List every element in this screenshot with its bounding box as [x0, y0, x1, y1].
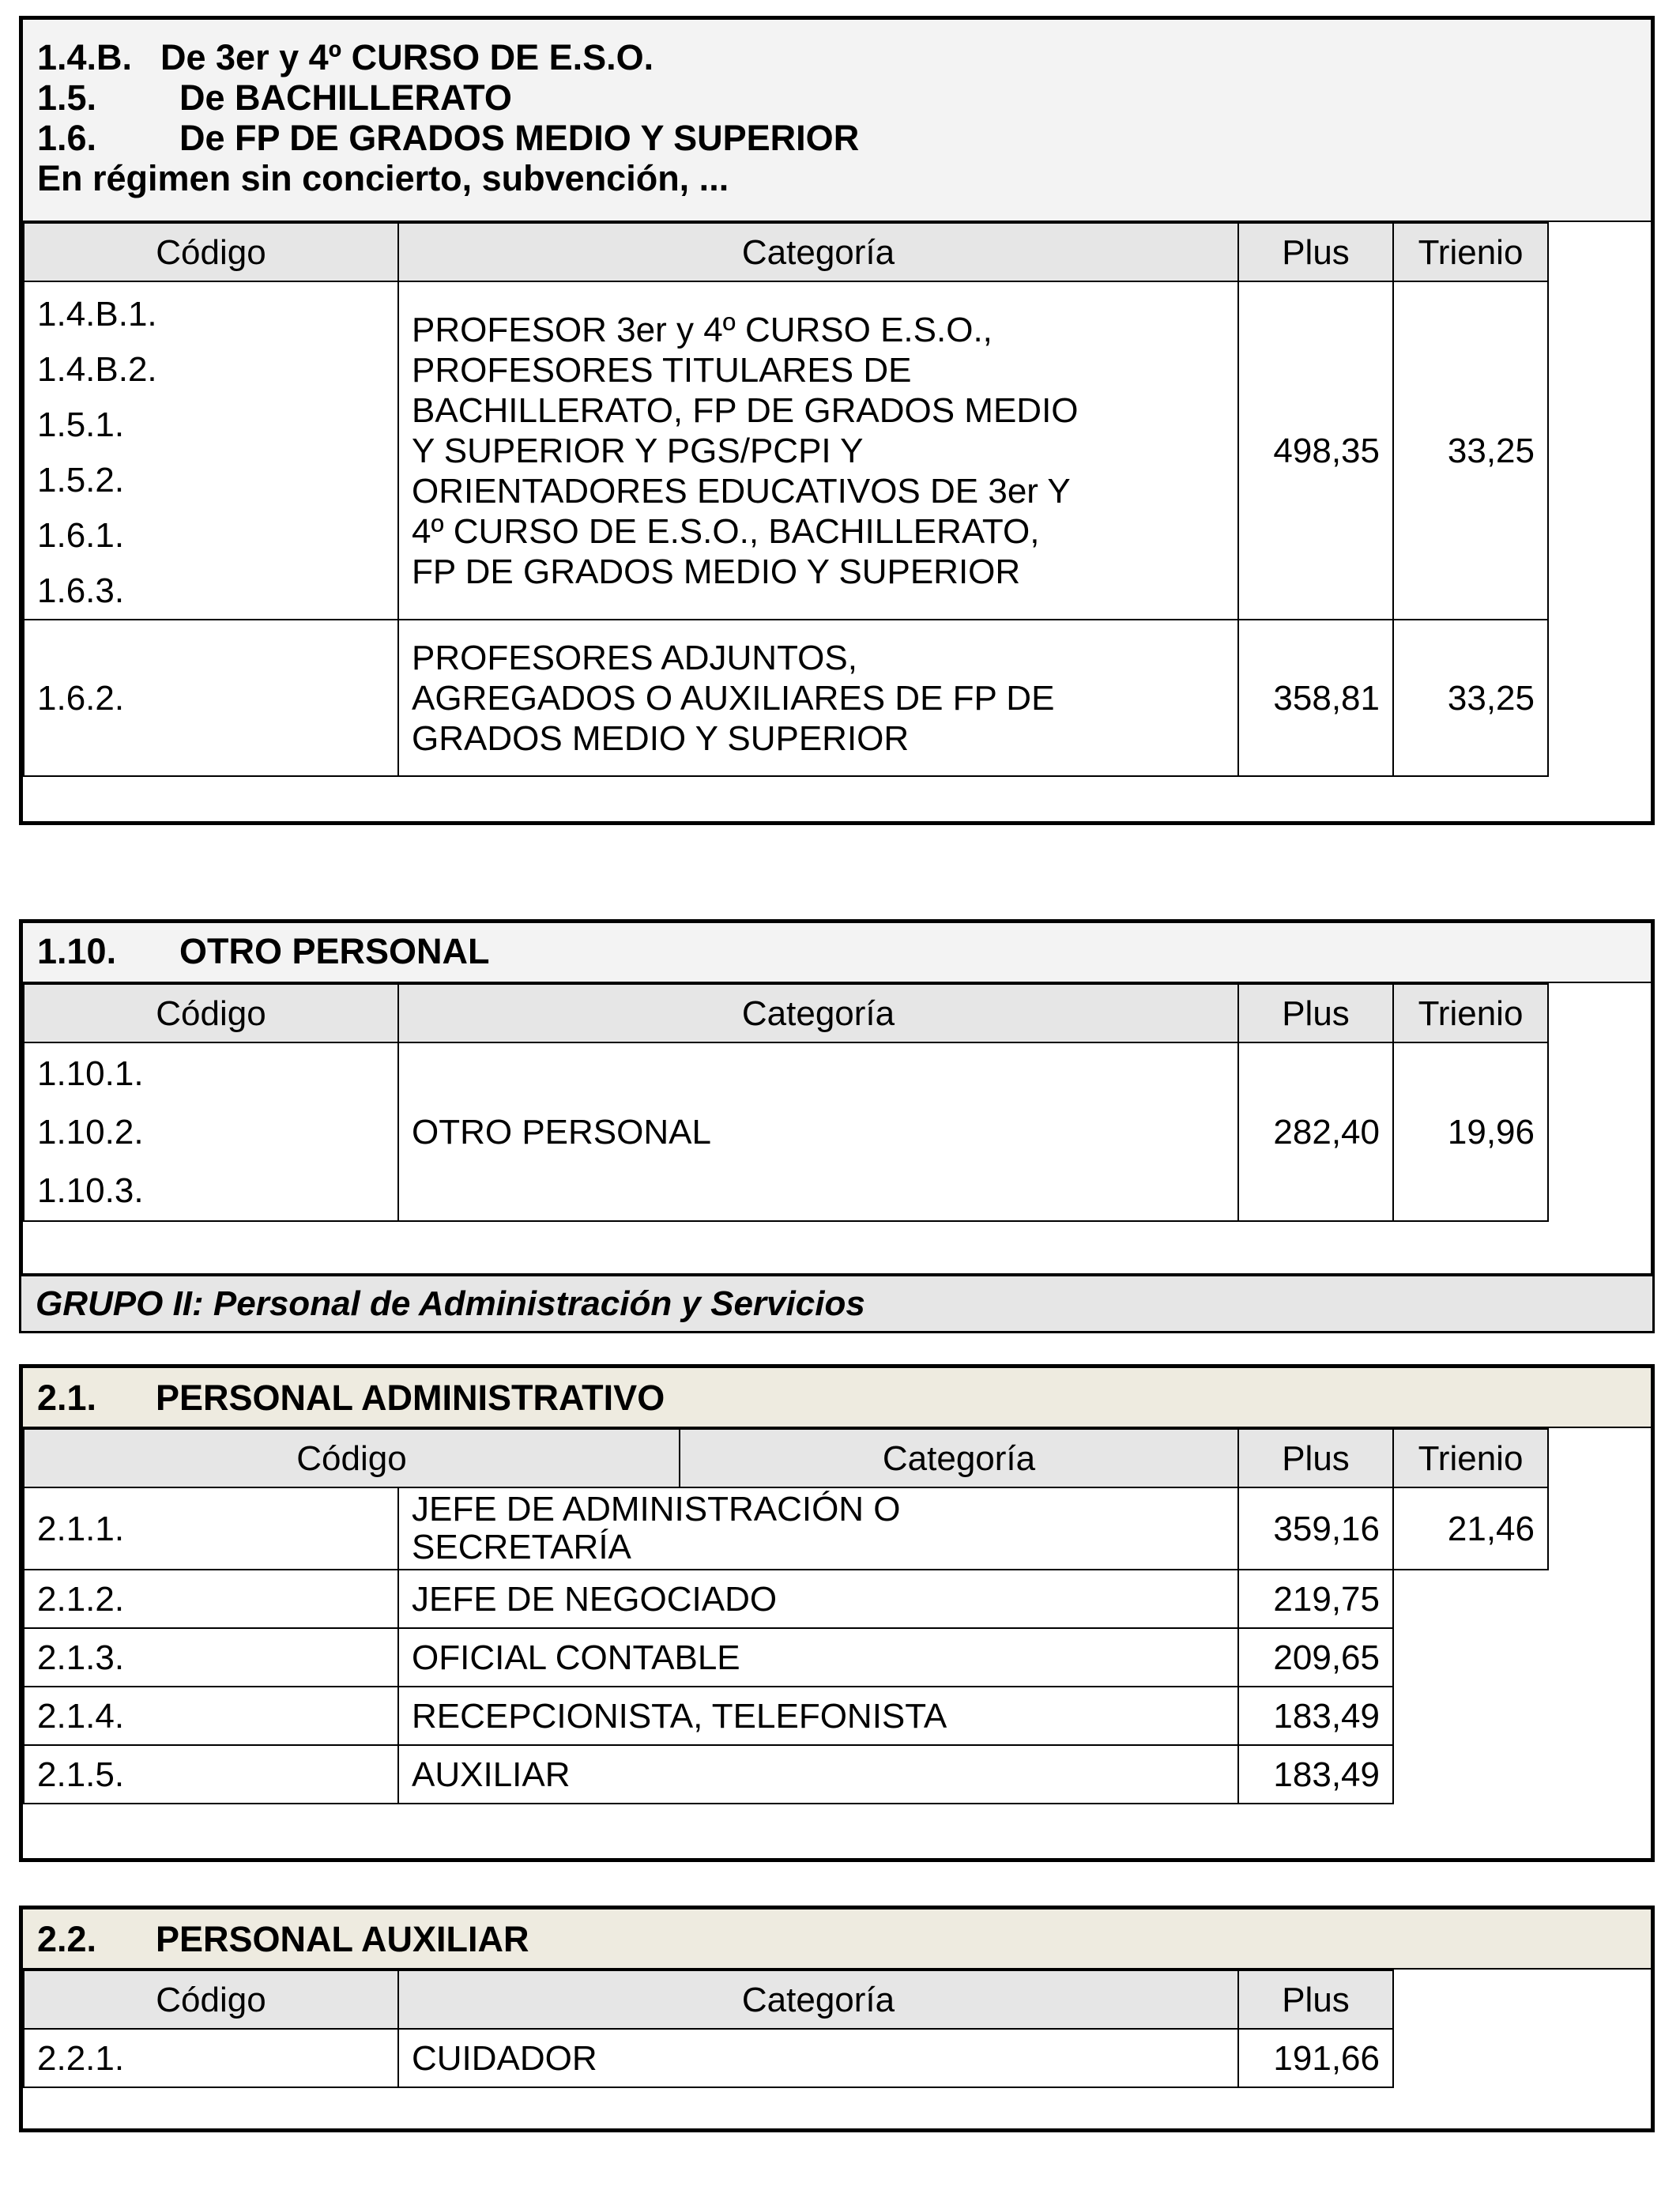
section-secundaria-bachillerato-fp: [19, 16, 1655, 825]
section-title: De BACHILLERATO: [179, 77, 512, 118]
codigo: 2.1.2.: [24, 1570, 398, 1628]
codigo: 2.1.4.: [24, 1687, 398, 1745]
empty-cell: [1393, 1628, 1548, 1687]
trienio-value: 33,25: [1393, 620, 1548, 776]
table-row: [24, 1042, 1548, 1221]
categoria: OTRO PERSONAL: [398, 1042, 1238, 1221]
section-otro-personal: [19, 919, 1655, 1277]
salary-table: [23, 983, 1549, 1222]
categoria-line: GRADOS MEDIO Y SUPERIOR: [412, 718, 910, 758]
section-title: OTRO PERSONAL: [179, 931, 490, 971]
section-number: 1.5.: [37, 77, 97, 118]
codigo: 1.10.1.: [37, 1054, 144, 1093]
column-header-codigo: Código: [24, 1429, 680, 1487]
section-title: PERSONAL AUXILIAR: [156, 1919, 529, 1959]
codigo: 2.1.3.: [24, 1628, 398, 1687]
trienio-value: 33,25: [1393, 281, 1548, 620]
column-header-categoria: Categoría: [398, 1970, 1238, 2029]
categoria-line: PROFESORES TITULARES DE: [412, 350, 912, 390]
column-header-codigo: Código: [24, 223, 398, 281]
column-header-plus: Plus: [1238, 1970, 1393, 2029]
column-header-plus: Plus: [1238, 984, 1393, 1042]
plus-value: 282,40: [1238, 1042, 1393, 1221]
section-header: [23, 1368, 1651, 1428]
table-row: [24, 1570, 1548, 1628]
plus-value: 191,66: [1238, 2029, 1393, 2087]
column-header-plus: Plus: [1238, 223, 1393, 281]
categoria-cell: [398, 281, 1238, 620]
codigo: 2.2.1.: [24, 2029, 398, 2087]
categoria-line: BACHILLERATO, FP DE GRADOS MEDIO: [412, 390, 1079, 430]
codigo: 1.5.1.: [37, 405, 125, 444]
categoria-line: 4º CURSO DE E.S.O., BACHILLERATO,: [412, 511, 1040, 551]
codigo: 2.1.1.: [24, 1487, 398, 1570]
plus-value: 358,81: [1238, 620, 1393, 776]
section-header: [23, 923, 1651, 983]
categoria-line: AGREGADOS O AUXILIARES DE FP DE: [412, 678, 1055, 718]
categoria-line: PROFESORES ADJUNTOS,: [412, 638, 857, 677]
trienio-value: 21,46: [1393, 1487, 1548, 1570]
section-title: PERSONAL ADMINISTRATIVO: [156, 1378, 665, 1418]
plus-value: 498,35: [1238, 281, 1393, 620]
group-ii-bar: GRUPO II: Personal de Administración y Servicios: [19, 1276, 1655, 1333]
section-header: [23, 1909, 1651, 1970]
codigo: 1.6.3.: [37, 571, 125, 610]
trienio-value: 19,96: [1393, 1042, 1548, 1221]
section-number: 2.1.: [37, 1378, 97, 1418]
table-header-row: [24, 984, 1548, 1042]
categoria-line: FP DE GRADOS MEDIO Y SUPERIOR: [412, 552, 1021, 591]
categoria: OFICIAL CONTABLE: [398, 1628, 1238, 1687]
section-header: [23, 20, 1651, 222]
table-row: [24, 1487, 1548, 1570]
categoria-cell: [398, 1487, 1238, 1570]
codigo: 1.10.2.: [37, 1113, 144, 1152]
codigo: 2.1.5.: [24, 1745, 398, 1804]
column-header-categoria: Categoría: [398, 984, 1238, 1042]
codigo: 1.6.1.: [37, 516, 125, 555]
plus-value: 219,75: [1238, 1570, 1393, 1628]
table-row: [24, 620, 1548, 776]
categoria-line: PROFESOR 3er y 4º CURSO E.S.O.,: [412, 310, 993, 349]
codigo: 1.5.2.: [37, 461, 125, 499]
section-number: 1.4.B.: [37, 37, 133, 77]
section-number: 2.2.: [37, 1919, 97, 1959]
categoria-line: SECRETARÍA: [412, 1528, 631, 1566]
categoria: AUXILIAR: [398, 1745, 1238, 1804]
empty-cell: [1393, 1570, 1548, 1628]
categoria: JEFE DE NEGOCIADO: [398, 1570, 1238, 1628]
table-row: [24, 1745, 1548, 1804]
section-personal-auxiliar: [19, 1906, 1655, 2132]
section-title: De 3er y 4º CURSO DE E.S.O.: [160, 37, 654, 77]
categoria-cell: [398, 620, 1238, 776]
categoria-line: JEFE DE ADMINISTRACIÓN O: [412, 1490, 901, 1529]
table-row: [24, 1628, 1548, 1687]
codigo-cell: [24, 281, 398, 620]
categoria: RECEPCIONISTA, TELEFONISTA: [398, 1687, 1238, 1745]
table-header-row: [24, 1970, 1393, 2029]
plus-value: 209,65: [1238, 1628, 1393, 1687]
codigo: 1.4.B.1.: [37, 295, 157, 334]
codigo: 1.6.2.: [24, 620, 398, 776]
table-header-row: [24, 223, 1548, 281]
column-header-codigo: Código: [24, 984, 398, 1042]
section-title: De FP DE GRADOS MEDIO Y SUPERIOR: [179, 118, 860, 158]
categoria: CUIDADOR: [398, 2029, 1238, 2087]
table-row: [24, 2029, 1393, 2087]
section-personal-administrativo: [19, 1364, 1655, 1862]
column-header-categoria: Categoría: [680, 1429, 1238, 1487]
section-number: 1.10.: [37, 931, 117, 971]
plus-value: 183,49: [1238, 1687, 1393, 1745]
column-header-codigo: Código: [24, 1970, 398, 2029]
categoria-line: Y SUPERIOR Y PGS/PCPI Y: [412, 431, 864, 470]
column-header-trienio: Trienio: [1393, 984, 1548, 1042]
section-subtitle: En régimen sin concierto, subvención, ...: [37, 158, 729, 198]
salary-table: [23, 222, 1549, 777]
empty-cell: [1393, 1745, 1548, 1804]
table-header-row: [24, 1429, 1548, 1487]
column-header-categoria: Categoría: [398, 223, 1238, 281]
salary-table: [23, 1970, 1394, 2088]
table-row: [24, 1687, 1548, 1745]
column-header-trienio: Trienio: [1393, 223, 1548, 281]
column-header-trienio: Trienio: [1393, 1429, 1548, 1487]
section-number: 1.6.: [37, 118, 97, 158]
plus-value: 183,49: [1238, 1745, 1393, 1804]
categoria-line: ORIENTADORES EDUCATIVOS DE 3er Y: [412, 471, 1071, 511]
codigo: 1.10.3.: [37, 1171, 144, 1210]
table-row: [24, 281, 1548, 620]
codigo-cell: [24, 1042, 398, 1221]
column-header-plus: Plus: [1238, 1429, 1393, 1487]
plus-value: 359,16: [1238, 1487, 1393, 1570]
codigo: 1.4.B.2.: [37, 350, 157, 389]
empty-cell: [1393, 1687, 1548, 1745]
salary-table: [23, 1428, 1549, 1804]
